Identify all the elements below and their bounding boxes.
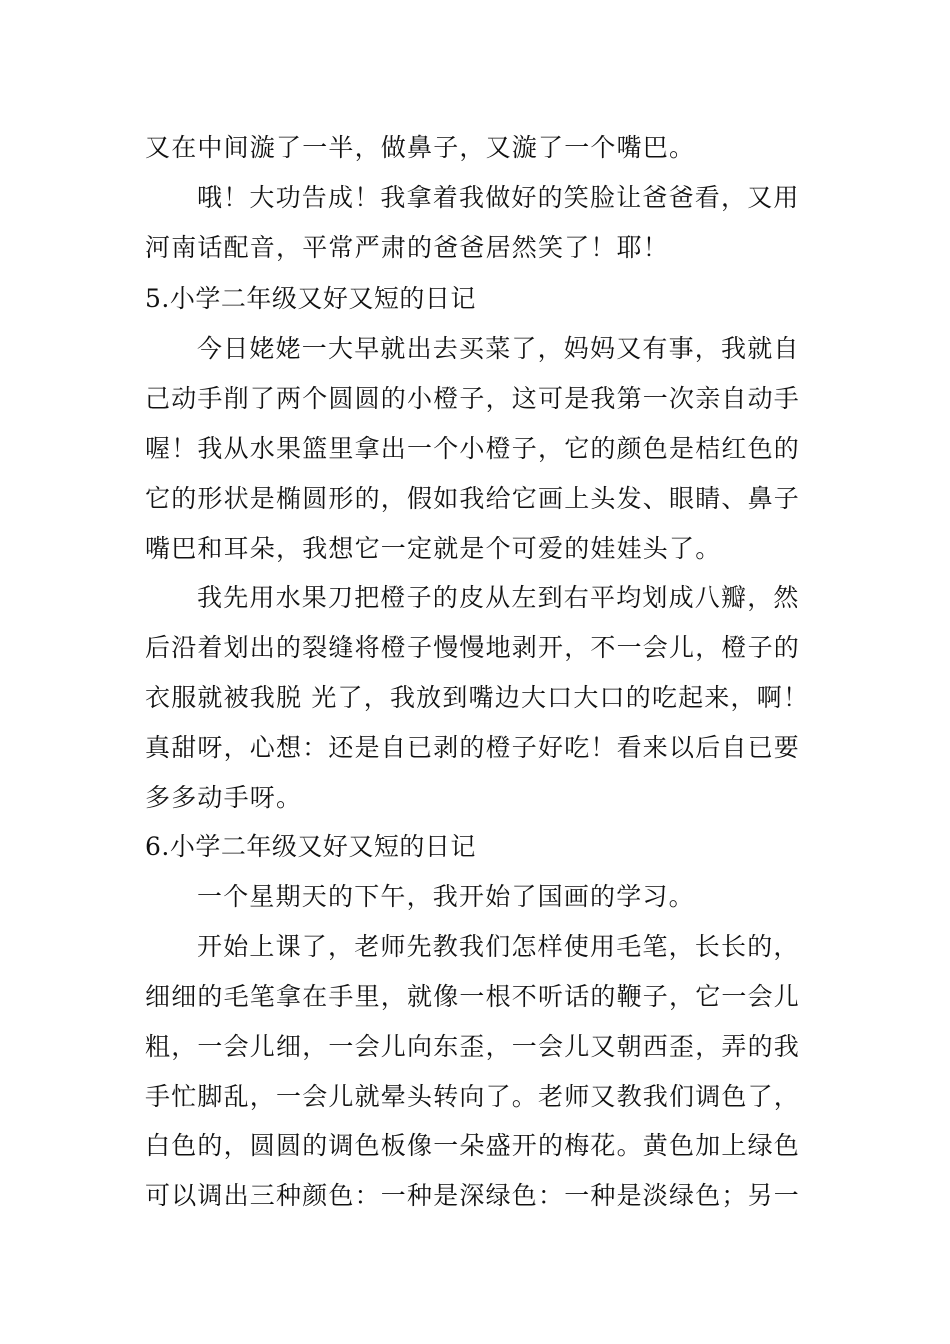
text-line: 喔！我从水果篮里拿出一个小橙子，它的颜色是桔红色的	[145, 434, 801, 463]
section-heading: 6.小学二年级又好又短的日记	[145, 832, 476, 861]
paragraph-first-line: 一个星期天的下午，我开始了国画的学习。	[197, 882, 695, 911]
text-line: 河南话配音，平常严肃的爸爸居然笑了！耶！	[145, 233, 670, 262]
text-line: 多多动手呀。	[145, 783, 303, 812]
text-line: 又在中间漩了一半，做鼻子，又漩了一个嘴巴。	[145, 133, 696, 162]
paragraph-first-line: 今日姥姥一大早就出去买菜了，妈妈又有事，我就自	[197, 334, 800, 363]
text-line: 后沿着划出的裂缝将橙子慢慢地剥开，不一会儿，橙子的	[145, 633, 801, 662]
text-line: 手忙脚乱，一会儿就晕头转向了。老师又教我们调色了，	[145, 1082, 801, 1111]
paragraph-first-line: 哦！大功告成！我拿着我做好的笑脸让爸爸看，又用	[197, 183, 800, 212]
text-line: 它的形状是椭圆形的，假如我给它画上头发、眼睛、鼻子	[145, 484, 801, 513]
text-line: 粗，一会儿细，一会儿向东歪，一会儿又朝西歪，弄的我	[145, 1032, 801, 1061]
text-line: 衣服就被我脱 光了，我放到嘴边大口大口的吃起来，啊！	[145, 683, 810, 712]
text-line: 细细的毛笔拿在手里，就像一根不听话的鞭子，它一会儿	[145, 982, 801, 1011]
paragraph-first-line: 开始上课了，老师先教我们怎样使用毛笔，长长的，	[197, 932, 800, 961]
text-line: 真甜呀，心想：还是自已剥的橙子好吃！看来以后自已要	[145, 733, 801, 762]
text-line: 己动手削了两个圆圆的小橙子，这可是我第一次亲自动手	[145, 384, 801, 413]
paragraph-first-line: 我先用水果刀把橙子的皮从左到右平均划成八瓣，然	[197, 583, 800, 612]
section-heading: 5.小学二年级又好又短的日记	[145, 284, 476, 313]
text-line: 白色的，圆圆的调色板像一朵盛开的梅花。黄色加上绿色	[145, 1131, 801, 1160]
text-line: 嘴巴和耳朵，我想它一定就是个可爱的娃娃头了。	[145, 534, 722, 563]
text-line: 可以调出三种颜色：一种是深绿色：一种是淡绿色；另一	[145, 1181, 801, 1210]
